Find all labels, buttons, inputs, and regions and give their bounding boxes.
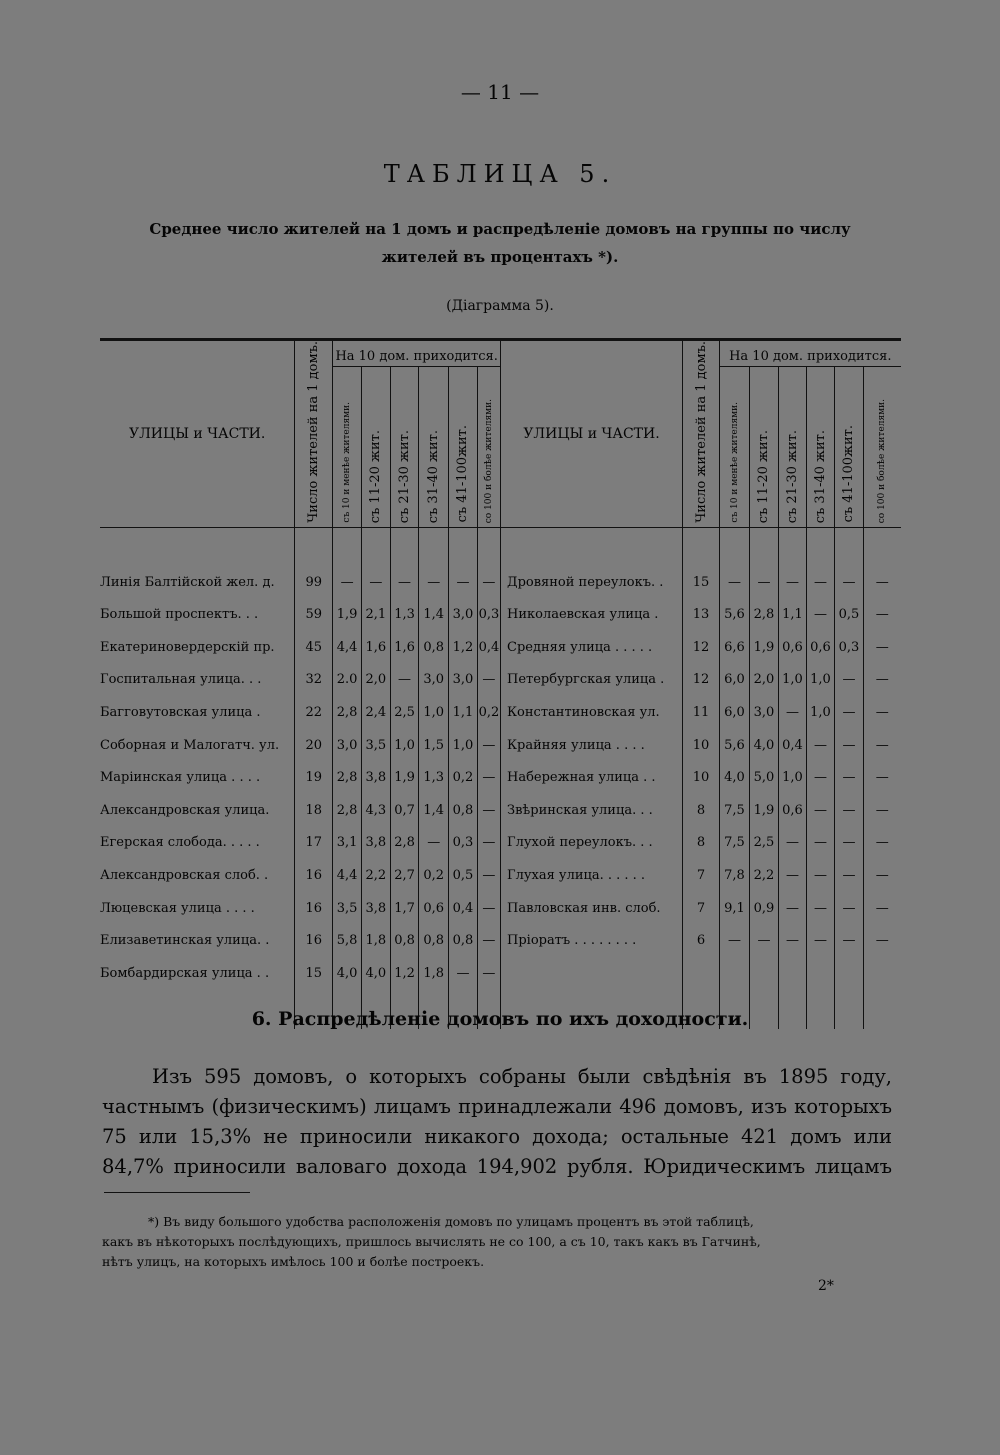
percent-cell: — xyxy=(419,827,449,860)
percent-cell: 4,0 xyxy=(361,957,390,990)
street-name: Елизаветинская улица. . xyxy=(100,933,270,949)
header-col-11-20: съ 11-20 жит. xyxy=(361,367,390,527)
percent-cell: 0,2 xyxy=(477,696,500,729)
residents-per-house: 13 xyxy=(683,598,720,631)
percent-cell: 1,1 xyxy=(449,696,478,729)
percent-cell: 0,6 xyxy=(779,631,807,664)
percent-cell: 4,0 xyxy=(333,957,362,990)
percent-cell: 3,8 xyxy=(361,892,390,925)
percent-cell: 0,2 xyxy=(449,761,478,794)
table-row xyxy=(100,729,500,762)
percent-cell: — xyxy=(835,761,864,794)
percent-cell: — xyxy=(835,892,864,925)
percent-cell: — xyxy=(864,696,901,729)
percent-cell: — xyxy=(477,664,500,697)
percent-cell: 1,0 xyxy=(779,664,807,697)
percent-cell: — xyxy=(477,761,500,794)
percent-cell: 1,6 xyxy=(361,631,390,664)
percent-cell: — xyxy=(835,827,864,860)
table-row xyxy=(100,827,500,860)
street-name: Багговутовская улица . xyxy=(100,704,261,720)
footnote-line: какъ въ нѣкоторыхъ послѣдующихъ, пришлось вычислять не со 100, а съ 10, такъ какъ въ Гатчинѣ, xyxy=(102,1234,761,1249)
residents-per-house: 18 xyxy=(295,794,333,827)
percent-cell: — xyxy=(390,664,419,697)
table-row xyxy=(100,924,500,957)
street-name: Линія Балтійской жел. д. xyxy=(100,574,275,590)
table-row xyxy=(100,631,500,664)
residents-per-house: 20 xyxy=(295,729,333,762)
body-line: частнымъ (физическимъ) лицамъ принадлежали 496 домовъ, изъ которыхъ xyxy=(102,1095,892,1118)
percent-cell: — xyxy=(807,924,835,957)
percent-cell: 2,8 xyxy=(333,794,362,827)
percent-cell: 1,9 xyxy=(750,794,779,827)
percent-cell: — xyxy=(864,566,901,599)
percent-cell: 2,1 xyxy=(361,598,390,631)
percent-cell: — xyxy=(477,859,500,892)
percent-cell: 1,2 xyxy=(390,957,419,990)
street-name: Крайняя улица . . . . xyxy=(501,729,683,762)
residents-per-house: 8 xyxy=(683,827,720,860)
residents-per-house: 59 xyxy=(295,598,333,631)
percent-cell: 2,7 xyxy=(390,859,419,892)
percent-cell: — xyxy=(720,924,750,957)
percent-cell: 3,0 xyxy=(449,664,478,697)
percent-cell: — xyxy=(807,859,835,892)
percent-cell: 0,4 xyxy=(477,631,500,664)
residents-per-house: 8 xyxy=(683,794,720,827)
header-col-41-100-right: съ 41-100жит. xyxy=(835,367,864,527)
body-line: 75 или 15,3% не приносили никакого дохода; остальные 421 домъ или xyxy=(102,1125,892,1148)
percent-cell: — xyxy=(864,794,901,827)
street-name: Егерская слобода. . . . . xyxy=(100,835,260,851)
percent-cell: — xyxy=(835,729,864,762)
percent-cell: — xyxy=(361,566,390,599)
table-row xyxy=(100,859,500,892)
percent-cell: — xyxy=(477,892,500,925)
residents-per-house: 11 xyxy=(683,696,720,729)
percent-cell: — xyxy=(807,892,835,925)
percent-cell: — xyxy=(807,566,835,599)
percent-cell: 0,2 xyxy=(419,859,449,892)
percent-cell: — xyxy=(779,892,807,925)
street-name: Маріинская улица . . . . xyxy=(100,770,261,786)
table-right-half xyxy=(500,338,901,1029)
table-subtitle xyxy=(120,215,880,271)
percent-cell: — xyxy=(477,566,500,599)
residents-per-house: 15 xyxy=(295,957,333,990)
header-group: На 10 дом. приходится. xyxy=(333,340,500,367)
percent-cell: 1,6 xyxy=(390,631,419,664)
street-name: Александровская улица. xyxy=(100,802,270,818)
percent-cell: 4,3 xyxy=(361,794,390,827)
percent-cell: — xyxy=(807,761,835,794)
percent-cell: — xyxy=(477,924,500,957)
percent-cell: 0,7 xyxy=(390,794,419,827)
table-row xyxy=(501,892,901,925)
table-row xyxy=(501,696,901,729)
street-name: Люцевская улица . . . . xyxy=(100,900,255,916)
percent-cell xyxy=(779,957,807,990)
percent-cell: — xyxy=(807,827,835,860)
percent-cell xyxy=(835,957,864,990)
percent-cell: — xyxy=(864,924,901,957)
percent-cell: — xyxy=(779,827,807,860)
residents-per-house: 12 xyxy=(683,631,720,664)
header-col-le10-right: съ 10 и менѣе жителями. xyxy=(720,367,750,527)
street-name: Большой проспектъ. . . xyxy=(100,607,259,623)
percent-cell: 1,4 xyxy=(419,598,449,631)
percent-cell: — xyxy=(864,892,901,925)
percent-cell: 1,0 xyxy=(807,696,835,729)
percent-cell: 1,8 xyxy=(419,957,449,990)
percent-cell: 2,8 xyxy=(333,696,362,729)
street-name: Павловская инв. слоб. xyxy=(501,892,683,925)
percent-cell: 1,0 xyxy=(807,664,835,697)
percent-cell: 3,5 xyxy=(333,892,362,925)
percent-cell: 0,6 xyxy=(419,892,449,925)
percent-cell: 1,9 xyxy=(390,761,419,794)
percent-cell: 3,5 xyxy=(361,729,390,762)
section-title: 6. Распредѣленіе домовъ по ихъ доходности. xyxy=(251,1008,749,1030)
percent-cell: 6,0 xyxy=(720,696,750,729)
header-col-ge100: со 100 и болѣе жителями. xyxy=(477,367,500,527)
body-line: 84,7% приносили валоваго дохода 194,902 рубля. Юридическимъ лицамъ xyxy=(102,1155,892,1178)
residents-per-house: 16 xyxy=(295,859,333,892)
percent-cell: 0,8 xyxy=(449,924,478,957)
percent-cell: 2,2 xyxy=(750,859,779,892)
page-number: — 11 — xyxy=(460,80,540,104)
percent-cell: 2,5 xyxy=(390,696,419,729)
percent-cell: 2,8 xyxy=(390,827,419,860)
street-name: Петербургская улица . xyxy=(501,664,683,697)
percent-cell: 2,8 xyxy=(333,761,362,794)
header-col-31-40: съ 31-40 жит. xyxy=(419,367,449,527)
street-name: Бомбардирская улица . . xyxy=(100,965,270,981)
header-col-ge100-right: со 100 и болѣе жителями. xyxy=(864,367,901,527)
residents-per-house: 7 xyxy=(683,892,720,925)
percent-cell: — xyxy=(864,729,901,762)
table-row xyxy=(100,566,500,599)
percent-cell: 5,8 xyxy=(333,924,362,957)
residents-per-house: 10 xyxy=(683,761,720,794)
street-name: Екатериновердерскій пр. xyxy=(100,639,275,655)
percent-cell: 1,7 xyxy=(390,892,419,925)
street-name xyxy=(501,957,683,990)
percent-cell: — xyxy=(864,859,901,892)
footnote-line: нѣтъ улицъ, на которыхъ имѣлось 100 и болѣе построекъ. xyxy=(102,1254,485,1269)
signature-mark: 2* xyxy=(818,1278,834,1294)
percent-cell: — xyxy=(864,598,901,631)
header-residents-per-house-right: Число жителей на 1 домъ. xyxy=(683,340,720,528)
body-paragraph xyxy=(102,1062,892,1182)
percent-cell: 9,1 xyxy=(720,892,750,925)
header-group-right: На 10 дом. приходится. xyxy=(720,340,901,367)
percent-cell: 3,8 xyxy=(361,761,390,794)
subtitle-line-2: жителей въ процентахъ *). xyxy=(381,248,619,266)
percent-cell: 0,8 xyxy=(449,794,478,827)
percent-cell: — xyxy=(449,566,478,599)
percent-cell: 4,4 xyxy=(333,859,362,892)
street-name: Звѣринская улица. . . xyxy=(501,794,683,827)
percent-cell: 1,3 xyxy=(390,598,419,631)
street-name: Константиновская ул. xyxy=(501,696,683,729)
percent-cell: 2,8 xyxy=(750,598,779,631)
table-row xyxy=(501,859,901,892)
residents-per-house: 16 xyxy=(295,892,333,925)
percent-cell: — xyxy=(419,566,449,599)
percent-cell: — xyxy=(864,664,901,697)
diagram-reference: (Діаграмма 5). xyxy=(446,298,554,314)
table-row xyxy=(100,794,500,827)
percent-cell: — xyxy=(864,631,901,664)
percent-cell: 2,4 xyxy=(361,696,390,729)
percent-cell: 0,3 xyxy=(449,827,478,860)
table-row xyxy=(501,598,901,631)
percent-cell xyxy=(750,957,779,990)
percent-cell: — xyxy=(864,761,901,794)
table-row xyxy=(501,957,901,990)
percent-cell: 0,6 xyxy=(807,631,835,664)
percent-cell: 3,0 xyxy=(449,598,478,631)
percent-cell: — xyxy=(864,827,901,860)
residents-per-house: 19 xyxy=(295,761,333,794)
percent-cell: 3,0 xyxy=(419,664,449,697)
subtitle-line-1: Среднее число жителей на 1 домъ и распредѣленіе домовъ на группы по числу xyxy=(149,220,851,238)
percent-cell: — xyxy=(835,859,864,892)
percent-cell: 0,8 xyxy=(419,924,449,957)
percent-cell: — xyxy=(720,566,750,599)
percent-cell: 1,8 xyxy=(361,924,390,957)
residents-per-house: 17 xyxy=(295,827,333,860)
street-name: Глухой переулокъ. . . xyxy=(501,827,683,860)
percent-cell: 1,5 xyxy=(419,729,449,762)
street-name: Николаевская улица . xyxy=(501,598,683,631)
body-line: Изъ 595 домовъ, о которыхъ собраны были свѣдѣнія въ 1895 году, xyxy=(152,1065,892,1088)
percent-cell: 7,5 xyxy=(720,827,750,860)
header-residents-per-house: Число жителей на 1 домъ. xyxy=(295,340,333,528)
table-row xyxy=(100,892,500,925)
header-col-21-30-right: съ 21-30 жит. xyxy=(779,367,807,527)
header-col-21-30: съ 21-30 жит. xyxy=(390,367,419,527)
residents-per-house: 22 xyxy=(295,696,333,729)
percent-cell: — xyxy=(807,729,835,762)
percent-cell: 6,6 xyxy=(720,631,750,664)
street-name: Пріоратъ . . . . . . . . xyxy=(501,924,683,957)
header-street: УЛИЦЫ и ЧАСТИ. xyxy=(100,340,295,528)
percent-cell: 1,9 xyxy=(333,598,362,631)
street-name: Набережная улица . . xyxy=(501,761,683,794)
percent-cell: 0,8 xyxy=(419,631,449,664)
percent-cell: — xyxy=(477,827,500,860)
percent-cell: — xyxy=(449,957,478,990)
percent-cell: 0,6 xyxy=(779,794,807,827)
percent-cell: 4,4 xyxy=(333,631,362,664)
percent-cell: 6,0 xyxy=(720,664,750,697)
percent-cell: 2,0 xyxy=(361,664,390,697)
residents-per-house: 7 xyxy=(683,859,720,892)
footnote xyxy=(102,1212,892,1272)
percent-cell: 1,1 xyxy=(779,598,807,631)
table-row xyxy=(501,664,901,697)
percent-cell: — xyxy=(477,794,500,827)
statistics-table xyxy=(100,338,900,981)
percent-cell: 1,0 xyxy=(419,696,449,729)
table-row xyxy=(501,827,901,860)
percent-cell: — xyxy=(807,598,835,631)
percent-cell: 1,3 xyxy=(419,761,449,794)
percent-cell: 7,8 xyxy=(720,859,750,892)
table-row xyxy=(501,631,901,664)
percent-cell: 2,2 xyxy=(361,859,390,892)
table-title: ТАБЛИЦА 5. xyxy=(383,160,617,188)
table-row xyxy=(501,729,901,762)
residents-per-house: 6 xyxy=(683,924,720,957)
percent-cell: 3,0 xyxy=(333,729,362,762)
percent-cell: — xyxy=(779,566,807,599)
percent-cell: — xyxy=(750,566,779,599)
header-col-41-100: съ 41-100жит. xyxy=(449,367,478,527)
percent-cell: 4,0 xyxy=(750,729,779,762)
percent-cell: — xyxy=(750,924,779,957)
percent-cell: — xyxy=(807,794,835,827)
table-row xyxy=(100,598,500,631)
table-row xyxy=(501,924,901,957)
residents-per-house: 12 xyxy=(683,664,720,697)
percent-cell: — xyxy=(477,957,500,990)
header-col-11-20-right: съ 11-20 жит. xyxy=(750,367,779,527)
residents-per-house: 10 xyxy=(683,729,720,762)
percent-cell xyxy=(864,957,901,990)
percent-cell: 3,0 xyxy=(750,696,779,729)
table-row xyxy=(501,794,901,827)
percent-cell xyxy=(807,957,835,990)
percent-cell: 1,0 xyxy=(779,761,807,794)
percent-cell: 1,0 xyxy=(449,729,478,762)
percent-cell: 0,3 xyxy=(835,631,864,664)
percent-cell: — xyxy=(835,664,864,697)
table-row xyxy=(100,664,500,697)
percent-cell: 5,6 xyxy=(720,729,750,762)
residents-per-house xyxy=(683,957,720,990)
residents-per-house: 99 xyxy=(295,566,333,599)
percent-cell: 2,0 xyxy=(750,664,779,697)
street-name: Глухая улица. . . . . . xyxy=(501,859,683,892)
percent-cell: 1,0 xyxy=(390,729,419,762)
percent-cell: 2,5 xyxy=(750,827,779,860)
percent-cell: 7,5 xyxy=(720,794,750,827)
percent-cell: 3,1 xyxy=(333,827,362,860)
footnote-line: *) Въ виду большого удобства расположенія домовъ по улицамъ процентъ въ этой таблицѣ, xyxy=(148,1214,754,1229)
percent-cell: — xyxy=(477,729,500,762)
residents-per-house: 45 xyxy=(295,631,333,664)
header-col-31-40-right: съ 31-40 жит. xyxy=(807,367,835,527)
residents-per-house: 15 xyxy=(683,566,720,599)
residents-per-house: 16 xyxy=(295,924,333,957)
table-row xyxy=(100,761,500,794)
table-left-half xyxy=(100,338,500,1029)
percent-cell: 0,4 xyxy=(779,729,807,762)
residents-per-house: 32 xyxy=(295,664,333,697)
table-row xyxy=(501,761,901,794)
percent-cell: 1,4 xyxy=(419,794,449,827)
percent-cell: — xyxy=(333,566,362,599)
percent-cell xyxy=(720,957,750,990)
percent-cell: 4,0 xyxy=(720,761,750,794)
percent-cell: 0,4 xyxy=(449,892,478,925)
street-name: Госпитальная улица. . . xyxy=(100,672,262,688)
percent-cell: 0,3 xyxy=(477,598,500,631)
percent-cell: 0,8 xyxy=(390,924,419,957)
percent-cell: 3,8 xyxy=(361,827,390,860)
street-name: Дровяной переулокъ. . xyxy=(501,566,683,599)
percent-cell: — xyxy=(835,794,864,827)
percent-cell: — xyxy=(835,696,864,729)
percent-cell: 1,2 xyxy=(449,631,478,664)
percent-cell: 0,5 xyxy=(449,859,478,892)
percent-cell: — xyxy=(835,566,864,599)
table-row xyxy=(501,566,901,599)
percent-cell: 0,5 xyxy=(835,598,864,631)
percent-cell: — xyxy=(779,696,807,729)
percent-cell: 5,6 xyxy=(720,598,750,631)
percent-cell: 0,9 xyxy=(750,892,779,925)
header-col-le10: съ 10 и менѣе жителями. xyxy=(333,367,362,527)
percent-cell: — xyxy=(835,924,864,957)
percent-cell: — xyxy=(779,859,807,892)
street-name: Средняя улица . . . . . xyxy=(501,631,683,664)
street-name: Александровская слоб. . xyxy=(100,867,269,883)
street-name: Соборная и Малогатч. ул. xyxy=(100,737,280,753)
table-row xyxy=(100,957,500,990)
table-row xyxy=(100,696,500,729)
footnote-divider xyxy=(104,1192,250,1194)
percent-cell: — xyxy=(779,924,807,957)
header-street-right: УЛИЦЫ и ЧАСТИ. xyxy=(501,340,683,528)
percent-cell: — xyxy=(390,566,419,599)
percent-cell: 2.0 xyxy=(333,664,362,697)
percent-cell: 1,9 xyxy=(750,631,779,664)
percent-cell: 5,0 xyxy=(750,761,779,794)
